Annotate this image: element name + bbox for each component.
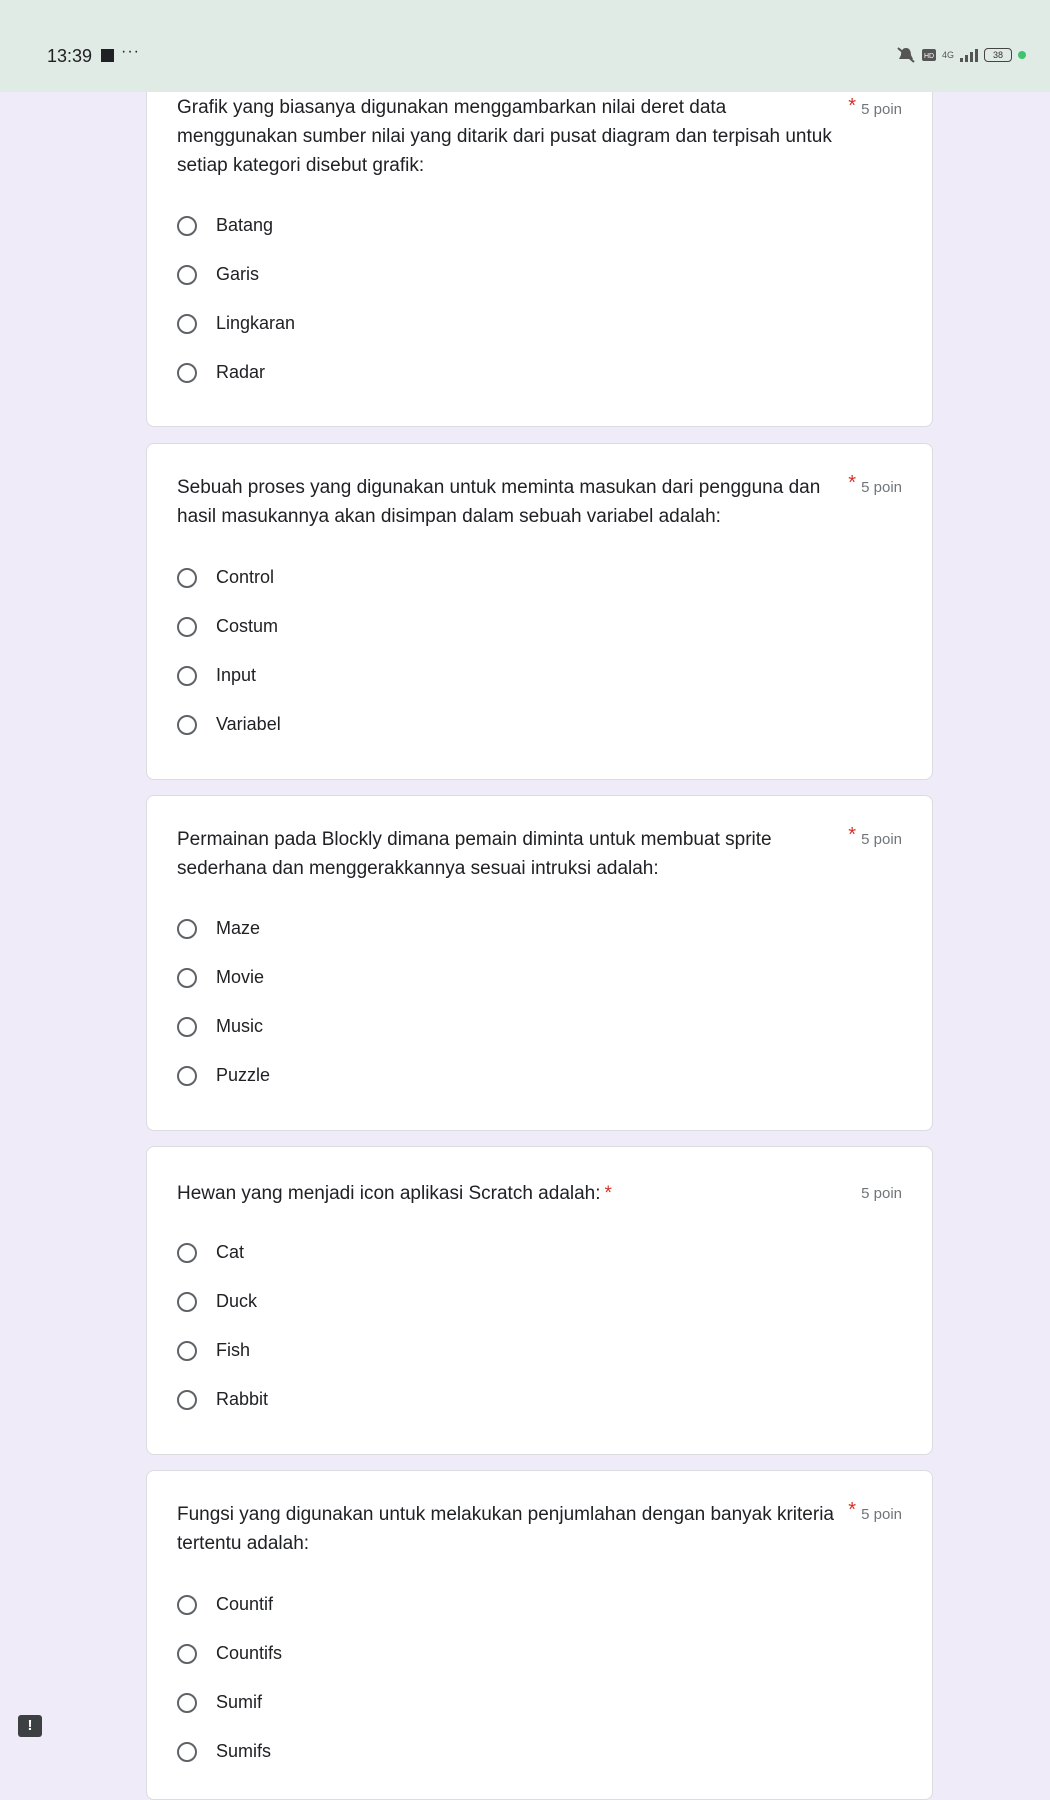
option-puzzle[interactable] [177,1051,270,1100]
option-countif[interactable] [177,1580,282,1629]
question-card [146,1146,933,1455]
option-label: Music [216,1016,264,1036]
option-maze[interactable] [177,904,270,953]
radio-button[interactable] [177,1017,197,1037]
radio-button[interactable] [177,1693,197,1713]
option-label: Variabel [216,714,281,734]
option-label: Input [216,665,257,685]
required-asterisk: * [848,472,856,494]
option-label: Fish [216,1340,251,1360]
radio-button[interactable] [177,216,197,236]
option-label: Sumif [216,1692,263,1712]
status-icons [896,46,1026,64]
question-points: 5 poin [861,101,902,118]
option-variabel[interactable] [177,700,281,749]
privacy-indicator-icon [1018,51,1026,59]
question-card [146,60,933,427]
radio-button[interactable] [177,666,197,686]
option-label: Countif [216,1594,274,1614]
radio-button[interactable] [177,919,197,939]
network-type-icon: 4G [941,50,954,60]
option-label: Batang [216,215,274,235]
option-label: Movie [216,967,265,987]
question-points: 5 poin [861,479,902,496]
volte-icon [922,49,936,61]
option-label: Puzzle [216,1065,271,1085]
radio-button[interactable] [177,617,197,637]
radio-button[interactable] [177,265,197,285]
option-label: Control [216,567,275,587]
radio-button[interactable] [177,1243,197,1263]
question-card [146,1470,933,1800]
signal-icon [960,48,978,62]
radio-button[interactable] [177,715,197,735]
radio-button[interactable] [177,968,197,988]
option-sumif[interactable] [177,1678,282,1727]
option-label: Maze [216,918,261,938]
battery-icon: 38 [984,48,1012,62]
option-label: Lingkaran [216,313,296,333]
report-problem-button[interactable]: ! [18,1715,42,1737]
required-asterisk: * [848,1499,856,1521]
radio-button[interactable] [177,1595,197,1615]
option-label: Duck [216,1291,258,1311]
radio-button[interactable] [177,1292,197,1312]
question-title [177,1179,837,1208]
option-batang[interactable] [177,201,295,250]
mute-icon [896,46,916,64]
option-countifs[interactable] [177,1629,282,1678]
option-cat[interactable] [177,1228,268,1277]
option-list [177,904,270,1100]
option-label: Cat [216,1242,245,1262]
status-time: 13:39 [47,46,93,66]
option-label: Costum [216,616,279,636]
option-music[interactable] [177,1002,270,1051]
option-list [177,553,281,749]
question-points: 5 poin [861,1185,902,1202]
radio-button[interactable] [177,1742,197,1762]
option-garis[interactable] [177,250,295,299]
question-title: Sebuah proses yang digunakan untuk meminta masukan dari pengguna dan hasil masukannya akan disimpan dalam sebuah variabel adalah: [177,477,821,527]
option-duck[interactable] [177,1277,268,1326]
option-list [177,201,295,397]
more-notifications-icon: ··· [121,43,140,60]
option-input[interactable] [177,651,281,700]
option-label: Garis [216,264,260,284]
option-costum[interactable] [177,602,281,651]
required-asterisk: * [848,95,856,117]
option-label: Sumifs [216,1741,272,1761]
question-title: Permainan pada Blockly dimana pemain diminta untuk membuat sprite sederhana dan menggerakkannya sesuai intruksi adalah: [177,829,772,879]
question-title-text: Hewan yang menjadi icon aplikasi Scratch adalah: [177,1183,601,1204]
radio-button[interactable] [177,314,197,334]
option-list [177,1228,268,1424]
option-control[interactable] [177,553,281,602]
radio-button[interactable] [177,1341,197,1361]
option-label: Countifs [216,1643,283,1663]
svg-text:HD: HD [923,53,935,60]
required-asterisk: * [604,1183,612,1204]
option-list [177,1580,282,1776]
option-movie[interactable] [177,953,270,1002]
required-asterisk: * [848,824,856,846]
question-points: 5 poin [861,1506,902,1523]
question-card [146,795,933,1131]
option-rabbit[interactable] [177,1375,268,1424]
radio-button[interactable] [177,1644,197,1664]
radio-button[interactable] [177,363,197,383]
radio-button[interactable] [177,1066,197,1086]
question-points: 5 poin [861,831,902,848]
question-card [146,443,933,780]
radio-button[interactable] [177,1390,197,1410]
option-lingkaran[interactable] [177,299,295,348]
option-sumifs[interactable] [177,1727,282,1776]
recording-icon [101,49,114,62]
option-label: Radar [216,362,266,382]
question-title: Fungsi yang digunakan untuk melakukan penjumlahan dengan banyak kriteria tertentu adalah: [177,1504,834,1554]
status-bar [0,0,1050,92]
option-label: Rabbit [216,1389,269,1409]
option-radar[interactable] [177,348,295,397]
radio-button[interactable] [177,568,197,588]
question-title: Grafik yang biasanya digunakan menggambarkan nilai deret data menggunakan sumber nilai yang ditarik dari pusat diagram dan terpisah untuk setiap kategori disebut grafik: [177,97,832,176]
option-fish[interactable] [177,1326,268,1375]
